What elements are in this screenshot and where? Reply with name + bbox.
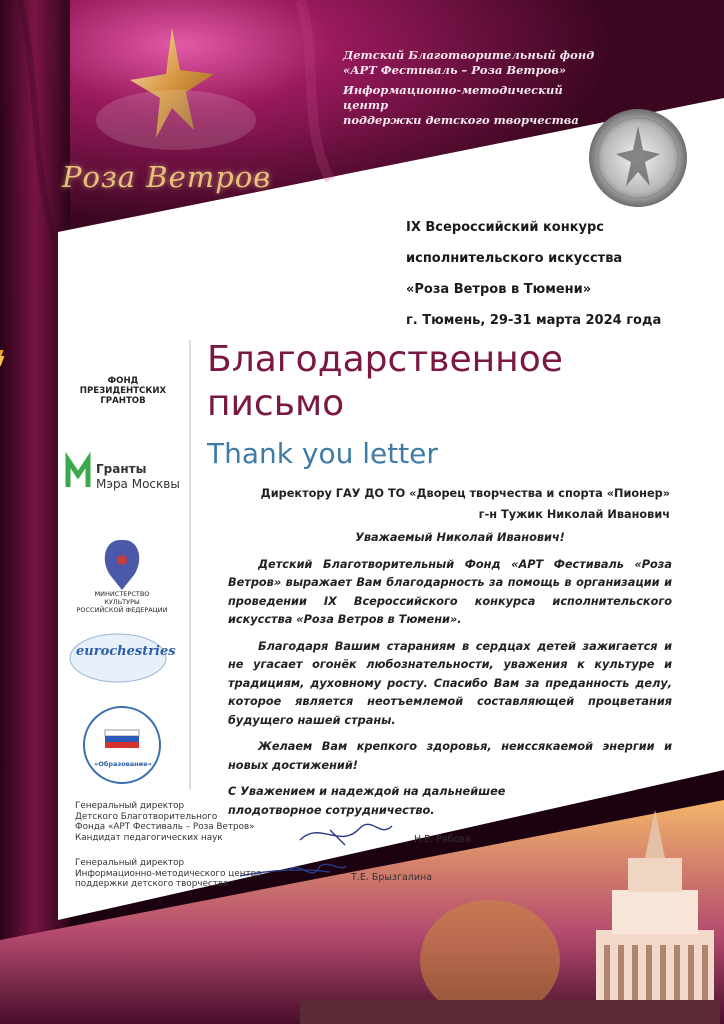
- org-line: «АРТ Фестиваль – Роза Ветров»: [343, 63, 567, 77]
- signer-title-line: Генеральный директор: [75, 858, 185, 868]
- logo-text-line: ФОНД: [107, 376, 139, 386]
- document-subtitle: Thank you letter: [207, 437, 438, 470]
- contest-line: исполнительского искусства: [406, 251, 623, 266]
- addressee-position: Директору ГАУ ДО ТО «Дворец творчества и спорта «Пионер»: [260, 487, 670, 500]
- signer-1-name: Н.Е. Рябова: [414, 834, 471, 845]
- org-line: Детский Благотворительный фонд: [343, 48, 595, 62]
- signer-2: [75, 858, 262, 890]
- logo-text-line: ПРЕЗИДЕНТСКИХ: [79, 386, 167, 396]
- logo-text-line: ГРАНТОВ: [100, 396, 146, 406]
- letter-body: [228, 529, 672, 820]
- eurochestries-logo-text: eurochestries: [76, 644, 176, 659]
- logo-wordmark: Роза Ветров: [62, 160, 272, 194]
- addressee-block: [230, 483, 670, 525]
- paragraph: Желаем Вам крепкого здоровья, неиссякаемой энергии и новых достижений!: [228, 740, 672, 772]
- logo-text-line: МИНИСТЕРСТВО КУЛЬТУРЫ: [94, 590, 150, 606]
- logo-text-line: Мэра Москвы: [96, 477, 180, 491]
- signer-title-line: Информационно-методического центра: [75, 868, 262, 879]
- signer-title-line: Фонда «АРТ Фестиваль – Роза Ветров»: [75, 822, 255, 832]
- title-line: Благодарственное: [207, 339, 563, 380]
- org-line: Информационно-методический центр: [343, 83, 563, 112]
- salutation: Уважаемый Николай Иванович!: [355, 531, 565, 544]
- closing-line: С Уважением и надеждой на дальнейшее: [228, 785, 506, 798]
- addressee-name: г-н Тужик Николай Иванович: [478, 508, 670, 521]
- organizer-block: [343, 48, 603, 128]
- hologram-seal: [589, 109, 687, 207]
- signer-title-line: Кандидат педагогических наук: [75, 832, 223, 843]
- contest-line: «Роза Ветров в Тюмени»: [406, 282, 592, 297]
- paragraph: Детский Благотворительный Фонд «АРТ Фестиваль «Роза Ветров» выражает Вам благодарность за помощь в организации и проведении IX Всероссийского конкурса исполнительского искусства «Роза Ветров в Тюмени».: [228, 557, 672, 626]
- signer-title-line: Детского Благотворительного: [75, 811, 218, 822]
- logo-text-line: РОССИЙСКОЙ ФЕДЕРАЦИИ: [76, 606, 168, 614]
- logo-text-line: Гранты: [96, 462, 147, 476]
- signer-title-line: Генеральный директор: [75, 801, 185, 811]
- moscow-grants-logo-text: [96, 462, 180, 492]
- contest-info: [406, 212, 706, 336]
- document-title: [207, 338, 647, 426]
- signer-2-name: Т.Е. Брызгалина: [351, 872, 433, 883]
- closing-line: плодотворное сотрудничество.: [228, 803, 435, 817]
- signers-block: [75, 801, 262, 905]
- title-line: письмо: [207, 383, 345, 424]
- ministry-logo-text: [76, 590, 168, 614]
- contest-date: г. Тюмень, 29-31 марта 2024 года: [406, 313, 662, 328]
- pgrants-logo-text: [78, 376, 168, 406]
- education-logo-text: «Образование»: [94, 760, 152, 768]
- org-line: поддержки детского творчества: [343, 113, 579, 127]
- signer-title-line: поддержки детского творчества: [75, 879, 229, 889]
- contest-line: IX Всероссийский конкурс: [406, 220, 605, 235]
- education-project-logo: [84, 707, 160, 783]
- signer-1: [75, 801, 262, 843]
- paragraph: Благодаря Вашим стараниям в сердцах детей зажигается и не угасает огонёк любознательности, уважения к культуре и традициям, духовному росту. Спасибо Вам за преданность делу, которое является неотъемлемой составляющей процветания будущего нашей страны.: [228, 639, 672, 727]
